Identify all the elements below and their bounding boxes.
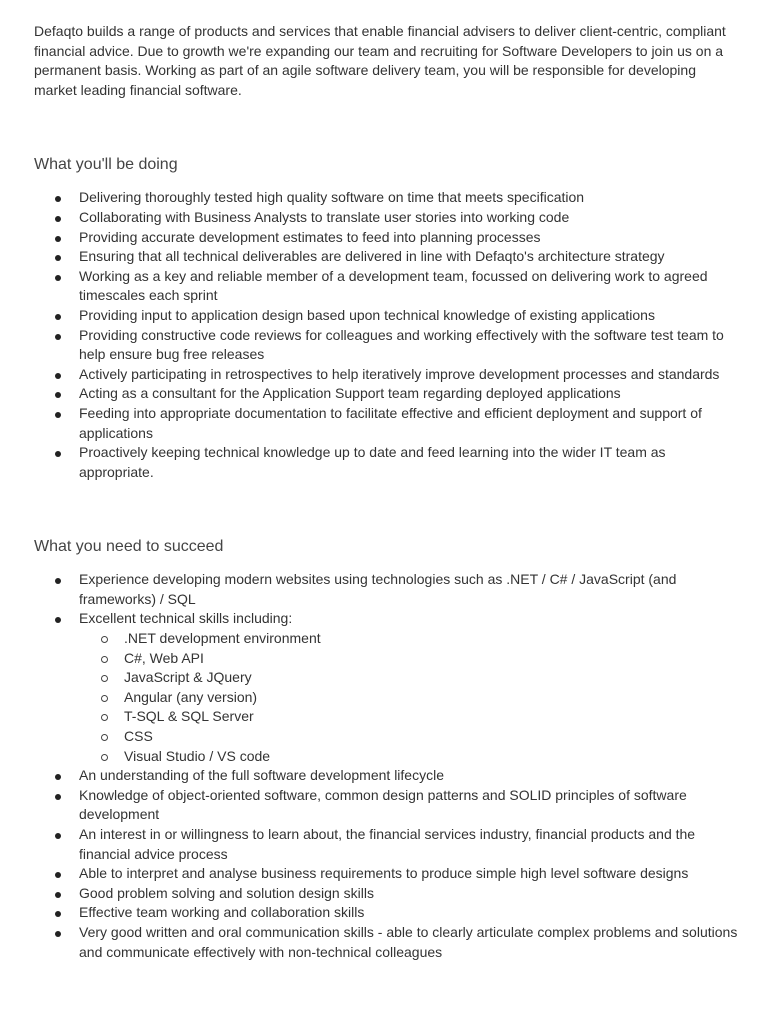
bullet-icon bbox=[55, 314, 61, 320]
list-item-text: Acting as a consultant for the Application Support team regarding deployed applications bbox=[79, 385, 621, 402]
bullet-icon bbox=[55, 794, 61, 800]
sub-list-item-text: CSS bbox=[124, 728, 153, 745]
list-item-text: Good problem solving and solution design skills bbox=[79, 884, 374, 901]
sub-list-item bbox=[79, 629, 739, 649]
list-item-text: Excellent technical skills including: bbox=[79, 610, 293, 627]
bullet-icon bbox=[55, 578, 61, 584]
list-item-text: Experience developing modern websites using technologies such as .NET / C# / JavaScript (and frameworks) / SQL bbox=[79, 571, 677, 607]
list-item-text: Collaborating with Business Analysts to translate user stories into working code bbox=[79, 208, 570, 225]
bullet-icon bbox=[55, 412, 61, 418]
sub-list-item-text: Angular (any version) bbox=[124, 688, 258, 705]
list-item-text: Effective team working and collaboration skills bbox=[79, 904, 365, 921]
bullet-icon bbox=[55, 892, 61, 898]
bullet-icon bbox=[55, 774, 61, 780]
bullet-icon bbox=[55, 334, 61, 340]
bullet-icon bbox=[55, 872, 61, 878]
bullet-icon bbox=[55, 255, 61, 261]
sub-list-item bbox=[79, 727, 739, 747]
list-item-text: Working as a key and reliable member of a development team, focussed on delivering work to agreed timescales each sprint bbox=[79, 267, 708, 304]
list-item-text: Providing input to application design based upon technical knowledge of existing applications bbox=[79, 306, 655, 323]
list-item bbox=[34, 766, 739, 786]
sub-list-item-text: C#, Web API bbox=[124, 649, 204, 666]
bullet-icon bbox=[55, 392, 61, 398]
list-item bbox=[34, 903, 739, 923]
list-item bbox=[34, 365, 739, 385]
doing-list bbox=[34, 188, 734, 482]
bullet-icon bbox=[55, 216, 61, 222]
list-item-text: Ensuring that all technical deliverables are delivered in line with Defaqto's architecture strategy bbox=[79, 248, 665, 265]
sub-list-item-text: JavaScript & JQuery bbox=[124, 669, 252, 686]
bullet-icon bbox=[55, 373, 61, 379]
circle-bullet-icon bbox=[101, 656, 108, 663]
sub-list-item bbox=[79, 707, 739, 727]
sub-list-item bbox=[79, 747, 739, 767]
list-item bbox=[34, 570, 739, 609]
succeed-list bbox=[34, 570, 738, 962]
list-item bbox=[34, 609, 739, 766]
list-item bbox=[34, 326, 739, 365]
list-item bbox=[34, 228, 739, 248]
list-item-text: Able to interpret and analyse business requirements to produce simple high level software designs bbox=[79, 865, 689, 882]
list-item-text: Delivering thoroughly tested high quality software on time that meets specification bbox=[79, 189, 585, 206]
list-item bbox=[34, 404, 739, 443]
list-item bbox=[34, 786, 739, 825]
list-item bbox=[34, 923, 739, 962]
list-item bbox=[34, 825, 739, 864]
bullet-icon bbox=[55, 236, 61, 242]
bullet-icon bbox=[55, 196, 61, 202]
list-item-text: Actively participating in retrospectives to help iteratively improve development processes and standards bbox=[79, 365, 720, 382]
bullet-icon bbox=[55, 911, 61, 917]
section-heading-succeed: What you need to succeed bbox=[34, 538, 224, 556]
circle-bullet-icon bbox=[101, 714, 108, 721]
list-item bbox=[34, 306, 739, 326]
list-item-text: Feeding into appropriate documentation to facilitate effective and efficient deployment and support of applications bbox=[79, 404, 702, 441]
bullet-icon bbox=[55, 451, 61, 457]
list-item-text: Providing constructive code reviews for colleagues and working effectively with the software test team to help ensure bug free releases bbox=[79, 326, 724, 363]
list-item-text: Knowledge of object-oriented software, common design patterns and SOLID principles of software development bbox=[79, 786, 687, 823]
intro-paragraph: Defaqto builds a range of products and services that enable financial advisers to deliver client-centric, compliant financial advice. Due to growth we're expanding our team and recruiting for Software Developers to join us on a permanent basis. Working as part of an agile software delivery team, you will be responsible for developing market leading financial software. bbox=[34, 23, 726, 98]
list-item-text: Proactively keeping technical knowledge up to date and feed learning into the wider IT team as appropriate. bbox=[79, 444, 666, 480]
list-item bbox=[34, 267, 739, 306]
sub-list-item-text: Visual Studio / VS code bbox=[124, 747, 271, 764]
bullet-icon bbox=[55, 833, 61, 839]
sub-list-item-text: T-SQL & SQL Server bbox=[124, 708, 254, 725]
list-item bbox=[34, 884, 739, 904]
list-item-text: Very good written and oral communication skills - able to clearly articulate complex problems and solutions and communicate effectively with non-technical colleagues bbox=[79, 923, 738, 960]
skills-sublist bbox=[79, 629, 739, 766]
list-item-text: An understanding of the full software development lifecycle bbox=[79, 767, 444, 784]
list-item bbox=[34, 188, 739, 208]
sub-list-item bbox=[79, 668, 739, 688]
section-heading-doing: What you'll be doing bbox=[34, 156, 178, 174]
sub-list-item bbox=[79, 649, 739, 669]
list-item bbox=[34, 864, 739, 884]
circle-bullet-icon bbox=[101, 636, 108, 643]
sub-list-item bbox=[79, 688, 739, 708]
bullet-icon bbox=[55, 617, 61, 623]
circle-bullet-icon bbox=[101, 734, 108, 741]
list-item-text: An interest in or willingness to learn about, the financial services industry, financial products and the financial advice process bbox=[79, 826, 696, 862]
sub-list-item-text: .NET development environment bbox=[124, 630, 321, 647]
circle-bullet-icon bbox=[101, 754, 108, 761]
list-item-text: Providing accurate development estimates to feed into planning processes bbox=[79, 228, 541, 245]
list-item bbox=[34, 247, 739, 267]
list-item bbox=[34, 384, 739, 404]
list-item bbox=[34, 443, 739, 482]
bullet-icon bbox=[55, 275, 61, 281]
circle-bullet-icon bbox=[101, 675, 108, 682]
circle-bullet-icon bbox=[101, 695, 108, 702]
list-item bbox=[34, 208, 739, 228]
bullet-icon bbox=[55, 931, 61, 937]
